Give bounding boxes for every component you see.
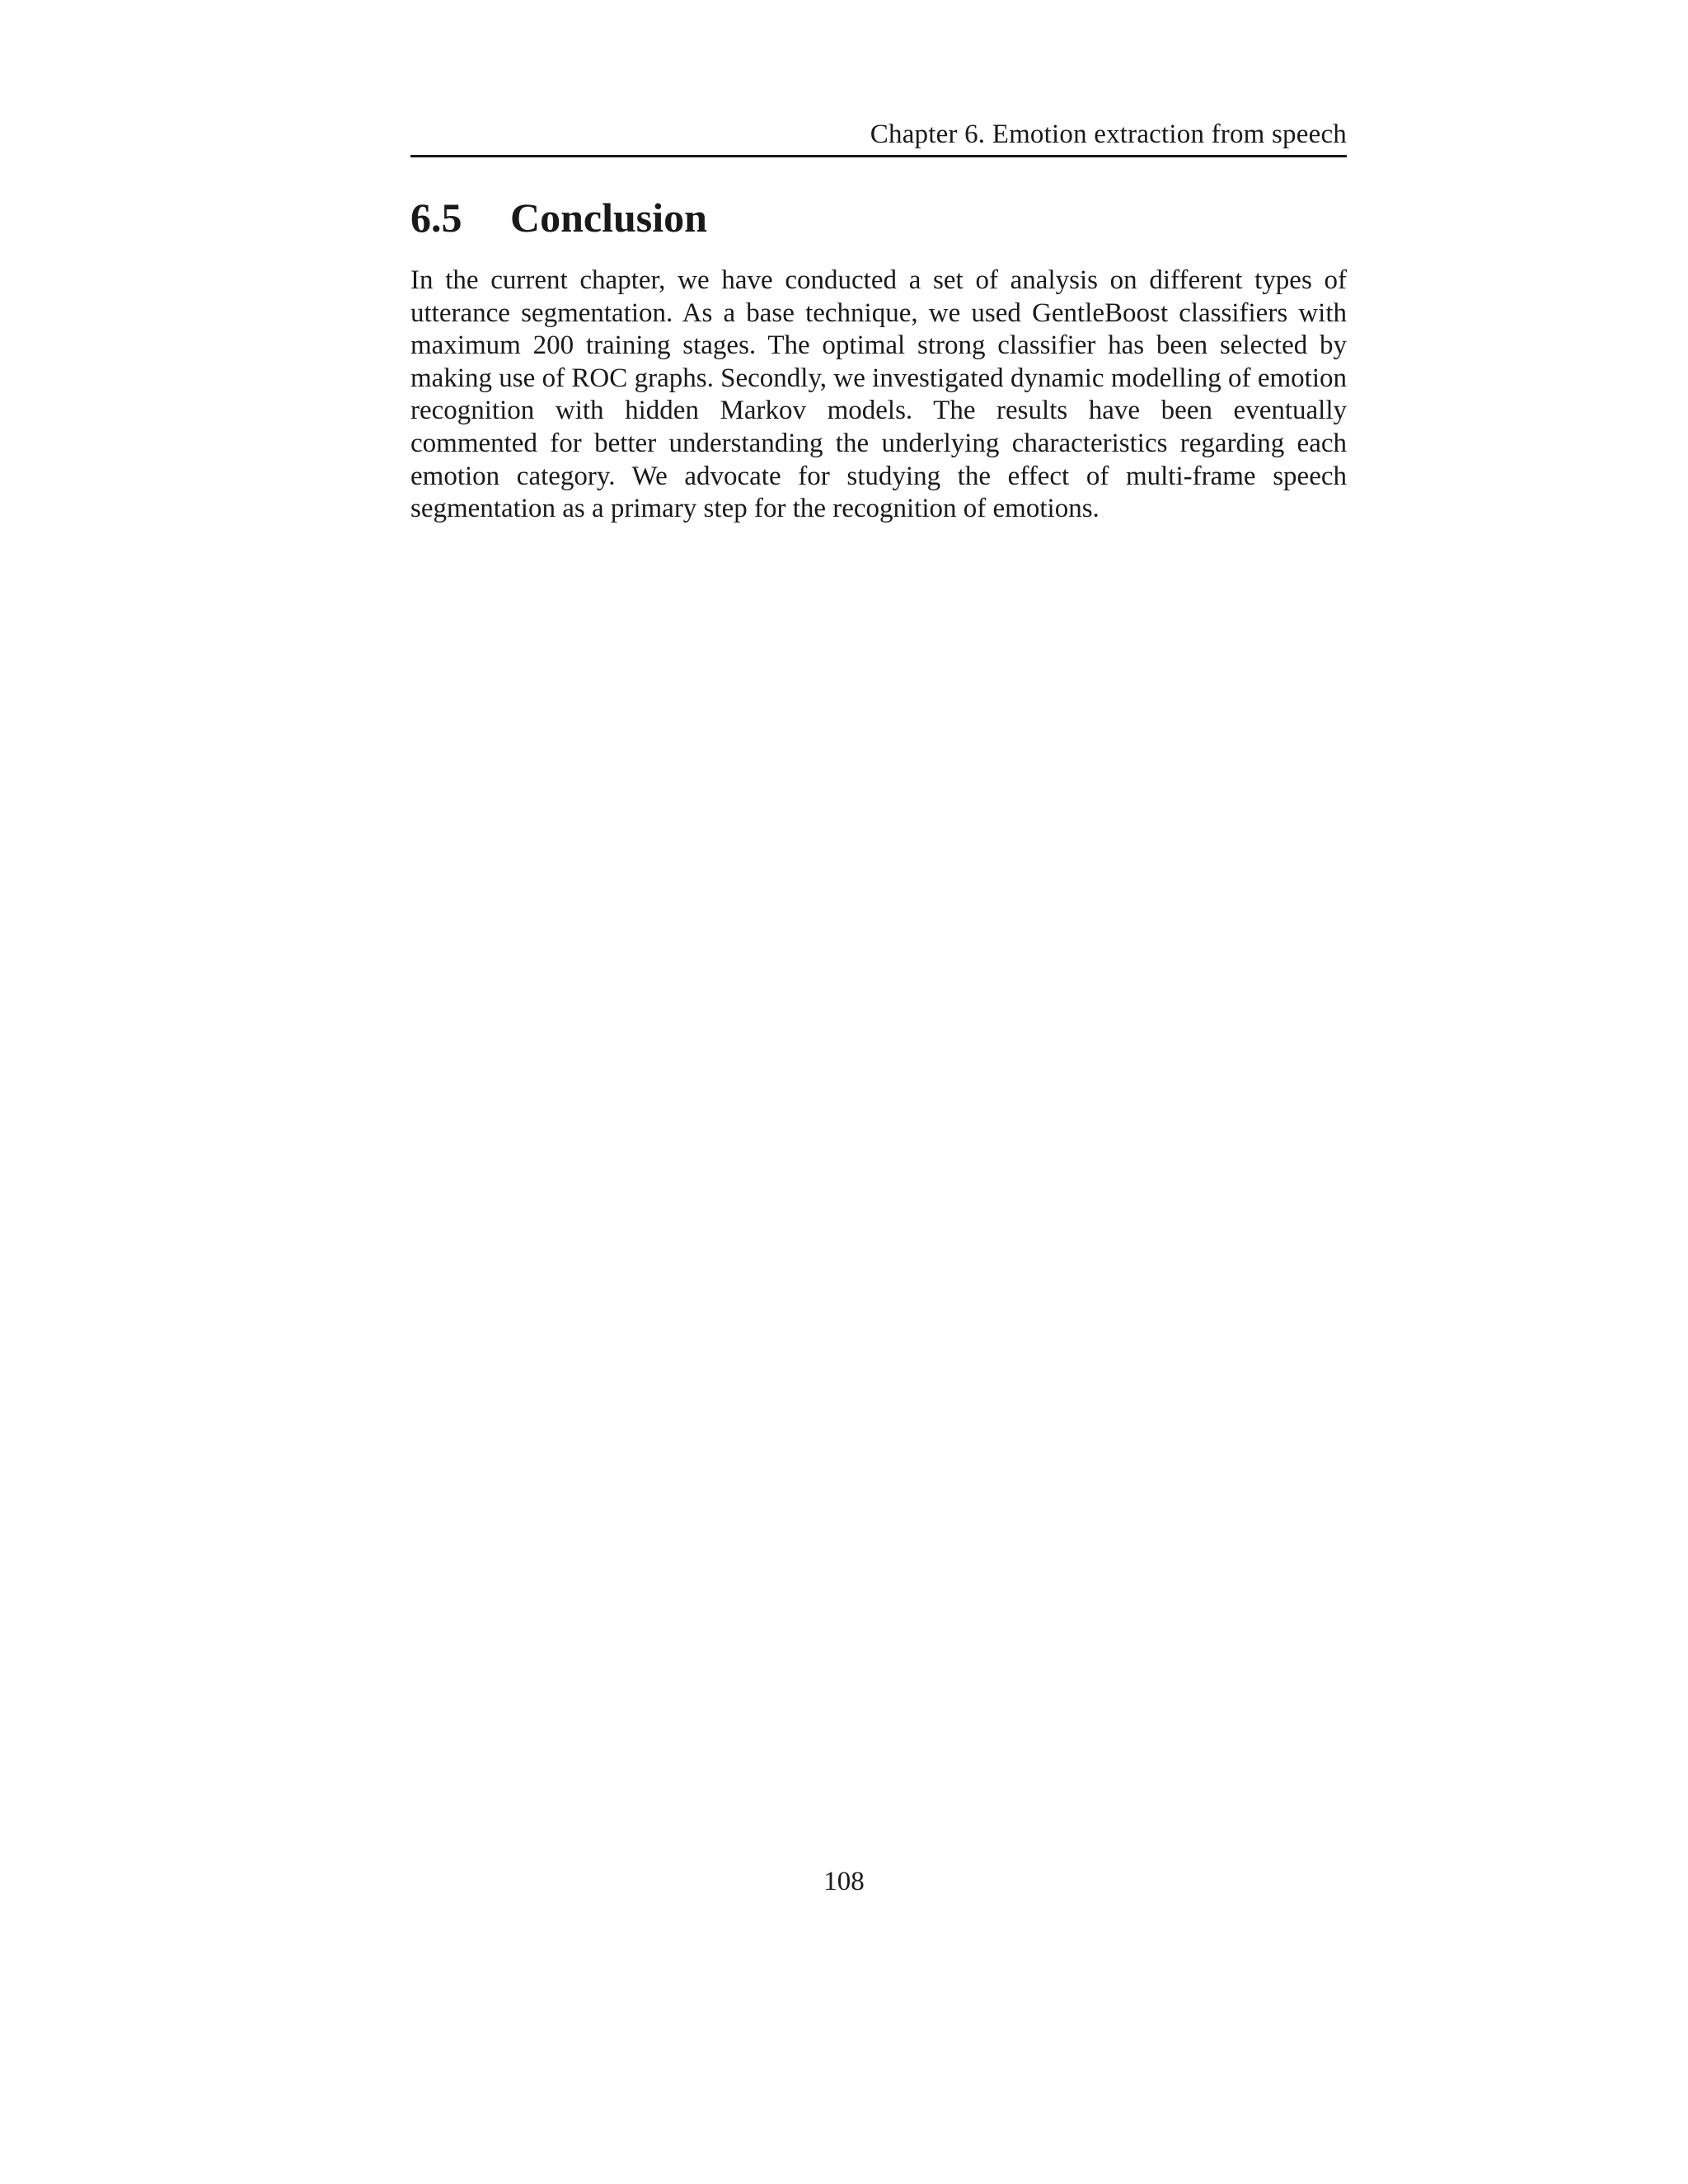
running-header xyxy=(410,118,1347,157)
section-number: 6.5 xyxy=(410,194,462,241)
body-paragraph: In the current chapter, we have conducted a set of analysis on different types of utterance segmentation. As a base technique, we used GentleBoost classifiers with maximum 200 training stages. The optimal strong classifier has been selected by making use of ROC graphs. Secondly, we investigated dynamic modelling of emotion recognition with hidden Markov models. The results have been eventually commented for better understanding the underlying characteristics regarding each emotion category. We advocate for studying the effect of multi-frame speech segmentation as a primary step for the recognition of emotions. xyxy=(410,265,1347,524)
section-heading xyxy=(410,192,707,243)
running-header-title: Chapter 6. Emotion extraction from speech xyxy=(870,120,1347,149)
page-number: 108 xyxy=(823,1867,865,1896)
section-title: Conclusion xyxy=(510,194,707,241)
